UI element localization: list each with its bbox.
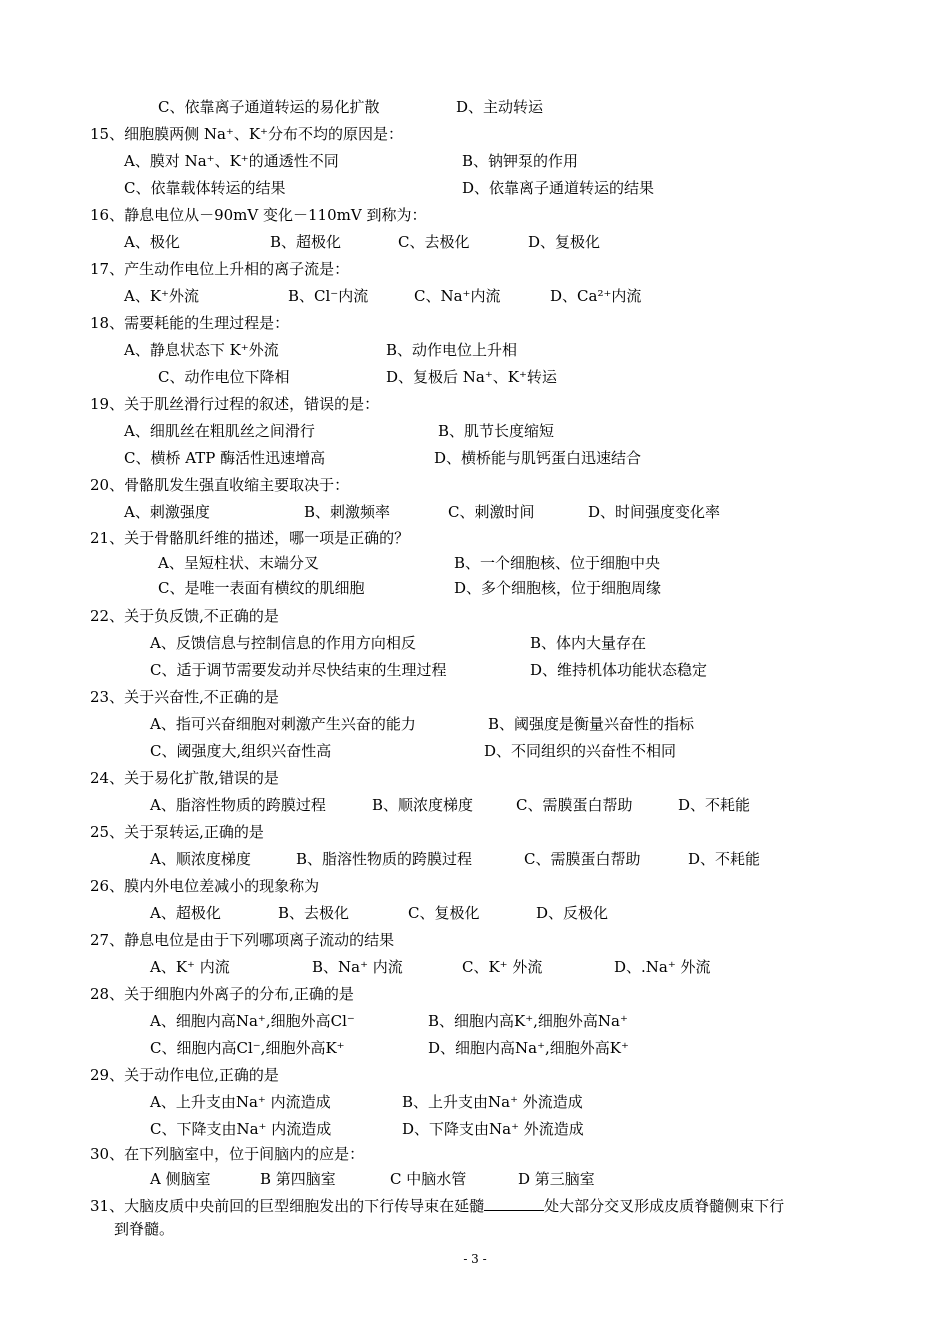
answer-option: C、依靠离子通道转运的易化扩散: [158, 98, 380, 116]
answer-option: B、阈强度是衡量兴奋性的指标: [488, 715, 695, 733]
answer-option: A、极化: [124, 233, 180, 251]
answer-option: D、下降支由Na⁺ 外流造成: [402, 1120, 584, 1138]
answer-option: A、刺激强度: [124, 503, 210, 521]
answer-option: C、依靠载体转运的结果: [124, 179, 286, 197]
answer-option: C、动作电位下降相: [158, 368, 290, 386]
question-text: 30、在下列脑室中，位于间脑内的应是：: [90, 1145, 365, 1163]
answer-option: A、超极化: [150, 904, 221, 922]
answer-option: C、Na⁺内流: [414, 287, 501, 305]
answer-option: D、主动转运: [456, 98, 544, 116]
answer-option: D、横桥能与肌钙蛋白迅速结合: [434, 449, 642, 467]
answer-option: C 中脑水管: [390, 1170, 467, 1188]
answer-option: C、适于调节需要发动并尽快结束的生理过程: [150, 661, 447, 679]
answer-option: B、钠钾泵的作用: [462, 152, 579, 170]
answer-option: C、细胞内高Cl⁻,细胞外高K⁺: [150, 1039, 345, 1057]
answer-option: B、细胞内高K⁺,细胞外高Na⁺: [428, 1012, 628, 1030]
answer-option: A、呈短柱状、末端分叉: [158, 554, 319, 572]
answer-option: A、反馈信息与控制信息的作用方向相反: [150, 634, 416, 652]
answer-option: B、刺激频率: [304, 503, 391, 521]
answer-option: A 侧脑室: [150, 1170, 211, 1188]
answer-option: D、不耗能: [678, 796, 751, 814]
answer-option: B、去极化: [278, 904, 350, 922]
answer-option: A、脂溶性物质的跨膜过程: [150, 796, 326, 814]
answer-option: A、静息状态下 K⁺外流: [124, 341, 279, 359]
answer-option: B、体内大量存在: [530, 634, 647, 652]
question-text: 24、关于易化扩散,错误的是: [90, 769, 279, 787]
question-text: 26、膜内外电位差减小的现象称为: [90, 877, 320, 895]
answer-option: D、时间强度变化率: [588, 503, 721, 521]
answer-option: C、去极化: [398, 233, 470, 251]
answer-option: A、细肌丝在粗肌丝之间滑行: [124, 422, 315, 440]
answer-option: C、阈强度大,组织兴奋性高: [150, 742, 332, 760]
answer-option: B、肌节长度缩短: [438, 422, 555, 440]
question-text: 28、关于细胞内外离子的分布,正确的是: [90, 985, 354, 1003]
answer-option: A、上升支由Na⁺ 内流造成: [150, 1093, 331, 1111]
answer-option: C、横桥 ATP 酶活性迅速增高: [124, 449, 326, 467]
answer-option: D、维持机体功能状态稳定: [530, 661, 708, 679]
answer-option: D、Ca²⁺内流: [550, 287, 642, 305]
question-text: 18、需要耗能的生理过程是：: [90, 314, 290, 332]
answer-option: B、动作电位上升相: [386, 341, 518, 359]
answer-option: B、上升支由Na⁺ 外流造成: [402, 1093, 583, 1111]
question-text-part: 处大部分交叉形成皮质脊髓侧束下行: [544, 1197, 785, 1215]
answer-option: B、超极化: [270, 233, 342, 251]
question-text: 29、关于动作电位,正确的是: [90, 1066, 279, 1084]
answer-option: B、Cl⁻内流: [288, 287, 369, 305]
answer-option: A、顺浓度梯度: [150, 850, 251, 868]
question-text: 19、关于肌丝滑行过程的叙述，错误的是：: [90, 395, 380, 413]
question-text: 23、关于兴奋性,不正确的是: [90, 688, 279, 706]
answer-option: D、复极后 Na⁺、K⁺转运: [386, 368, 557, 386]
answer-option: A、K⁺外流: [124, 287, 199, 305]
question-text: 25、关于泵转运,正确的是: [90, 823, 264, 841]
answer-option: C、需膜蛋白帮助: [524, 850, 641, 868]
question-text: 22、关于负反馈,不正确的是: [90, 607, 279, 625]
question-text-part: 31、大脑皮质中央前回的巨型细胞发出的下行传导束在延髓: [90, 1197, 485, 1215]
answer-option: D、不同组织的兴奋性不相同: [484, 742, 677, 760]
answer-option: A、细胞内高Na⁺,细胞外高Cl⁻: [150, 1012, 355, 1030]
answer-option: D、多个细胞核，位于细胞周缘: [454, 579, 662, 597]
answer-option: C、刺激时间: [448, 503, 535, 521]
answer-option: C、下降支由Na⁺ 内流造成: [150, 1120, 332, 1138]
answer-option: B、顺浓度梯度: [372, 796, 474, 814]
answer-option: D、.Na⁺ 外流: [614, 958, 711, 976]
answer-option: B、脂溶性物质的跨膜过程: [296, 850, 473, 868]
answer-option: C、需膜蛋白帮助: [516, 796, 633, 814]
answer-option: D、细胞内高Na⁺,细胞外高K⁺: [428, 1039, 629, 1057]
page-number: - 3 -: [463, 1252, 487, 1266]
answer-option: A、指可兴奋细胞对刺激产生兴奋的能力: [150, 715, 416, 733]
answer-option: D、反极化: [536, 904, 609, 922]
question-text: [90, 1195, 784, 1216]
question-text: 16、静息电位从－90mV 变化－110mV 到称为：: [90, 206, 427, 224]
answer-option: D 第三脑室: [518, 1170, 595, 1188]
answer-option: A、膜对 Na⁺、K⁺的通透性不同: [124, 152, 339, 170]
answer-option: B、Na⁺ 内流: [312, 958, 403, 976]
answer-option: B、一个细胞核、位于细胞中央: [454, 554, 661, 572]
question-text: 15、细胞膜两侧 Na⁺、K⁺分布不均的原因是：: [90, 125, 403, 143]
question-text: 到脊髓。: [114, 1220, 175, 1238]
answer-option: C、是唯一表面有横纹的肌细胞: [158, 579, 365, 597]
answer-option: D、不耗能: [688, 850, 761, 868]
answer-option: C、K⁺ 外流: [462, 958, 543, 976]
answer-option: A、K⁺ 内流: [150, 958, 230, 976]
answer-option: B 第四脑室: [260, 1170, 336, 1188]
answer-option: C、复极化: [408, 904, 480, 922]
fill-in-blank[interactable]: [484, 1195, 544, 1211]
question-text: 17、产生动作电位上升相的离子流是：: [90, 260, 350, 278]
answer-option: D、依靠离子通道转运的结果: [462, 179, 655, 197]
answer-option: D、复极化: [528, 233, 601, 251]
question-text: 20、骨骼肌发生强直收缩主要取决于：: [90, 476, 350, 494]
question-text: 27、静息电位是由于下列哪项离子流动的结果: [90, 931, 395, 949]
question-text: 21、关于骨骼肌纤维的描述，哪一项是正确的？: [90, 529, 410, 547]
